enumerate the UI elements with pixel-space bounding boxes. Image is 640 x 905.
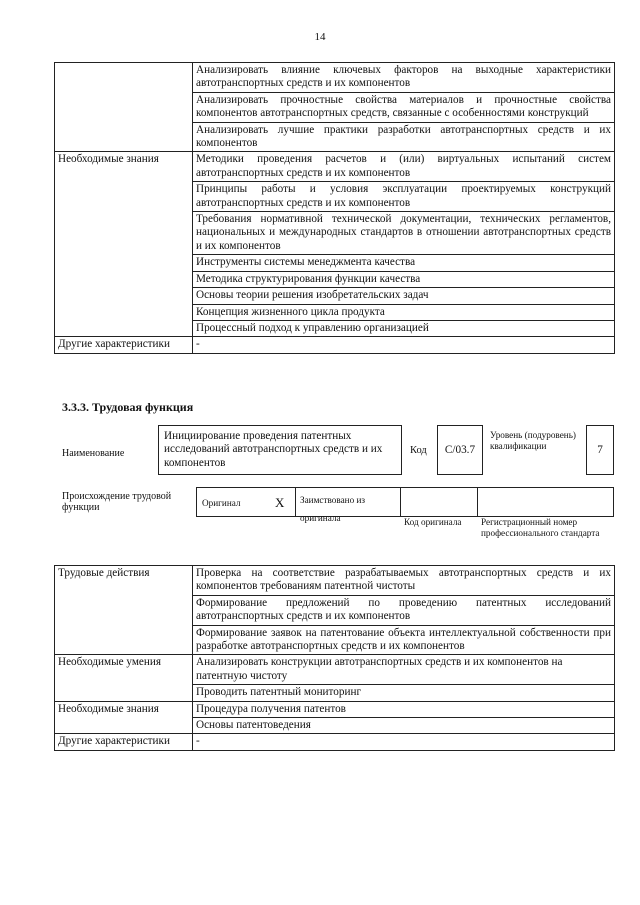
table-row [55, 655, 615, 685]
table-cell: Анализировать конструкции автотранспортных средств и их компонентов на патентную чистоту [193, 655, 615, 685]
code-label: Код [410, 445, 427, 456]
table-cell: Концепция жизненного цикла продукта [193, 304, 615, 320]
table-cell: Анализировать лучшие практики разработки автотранспортных средств и их компонентов [193, 122, 615, 152]
row-label: Необходимые знания [55, 152, 193, 337]
labor-function-table [54, 565, 615, 751]
table-cell: Проводить патентный мониторинг [193, 685, 615, 701]
table-cell: Основы патентоведения [193, 718, 615, 734]
table-row [55, 701, 615, 717]
borrowed-label: Заимствовано из оригинала [300, 495, 366, 523]
table-cell: Требования нормативной технической документации, технических регламентов, национальных и международных стандартов в отношении автотранспортных средств и их компонентов [193, 212, 615, 255]
original-label: Оригинал [202, 498, 241, 508]
origin-label: Происхождение трудовой функции [62, 491, 172, 513]
row-label: Другие характеристики [55, 337, 193, 353]
borrowed-box [295, 487, 401, 523]
row-label: Трудовые действия [55, 566, 193, 655]
row-label [55, 63, 193, 152]
row-label: Другие характеристики [55, 734, 193, 750]
table-cell: Принципы работы и условия эксплуатации проектируемых конструкций автотранспортных средств и их компонентов [193, 182, 615, 212]
original-mark: X [275, 495, 285, 510]
table-cell: - [193, 337, 615, 353]
code-caption: Код оригинала [404, 517, 462, 527]
table-cell: Процедура получения патентов [193, 701, 615, 717]
level-label: Уровень (подуровень) квалификации [490, 430, 576, 451]
name-label: Наименование [62, 448, 125, 459]
section-title: 3.3.3. Трудовая функция [62, 400, 194, 414]
skills-knowledge-table [54, 62, 615, 354]
table-cell: Формирование предложений по проведению патентных исследований автотранспортных средств и их компонентов [193, 595, 615, 625]
table-cell: Методика структурирования функции качества [193, 271, 615, 287]
code-value: C/03.7 [437, 425, 483, 475]
table-row [55, 337, 615, 353]
table-cell: Основы теории решения изобретательских задач [193, 288, 615, 304]
reg-caption: Регистрационный номер профессионального стандарта [481, 517, 600, 538]
table-cell: Анализировать влияние ключевых факторов на выходные характеристики автотранспортных средств и их компонентов [193, 63, 615, 93]
level-value: 7 [586, 425, 614, 475]
original-code-box [400, 487, 478, 517]
table-row [55, 734, 615, 750]
table-cell: Процессный подход к управлению организацией [193, 320, 615, 336]
table-row [55, 566, 615, 596]
table-cell: Проверка на соответствие разрабатываемых автотранспортных средств и их компонентов требованиям патентной чистоты [193, 566, 615, 596]
row-label: Необходимые знания [55, 701, 193, 734]
table-cell: Методики проведения расчетов и (или) виртуальных испытаний систем автотранспортных средств и их компонентов [193, 152, 615, 182]
table-cell: - [193, 734, 615, 750]
table-cell: Анализировать прочностные свойства материалов и прочностные свойства компонентов автотранспортных средств, связанные с особенностями конструкций [193, 92, 615, 122]
row-label: Необходимые умения [55, 655, 193, 701]
table-cell: Инструменты системы менеджмента качества [193, 255, 615, 271]
page-number: 14 [314, 31, 326, 43]
table-cell: Формирование заявок на патентование объекта интеллектуальной собственности при разработке автотранспортных средств и их компонентов [193, 625, 615, 655]
original-box [196, 487, 296, 517]
table-row [55, 63, 615, 93]
table-row [55, 152, 615, 182]
reg-number-box [477, 487, 614, 517]
function-name: Инициирование проведения патентных исследований автотранспортных средств и их компонентов [158, 425, 402, 475]
